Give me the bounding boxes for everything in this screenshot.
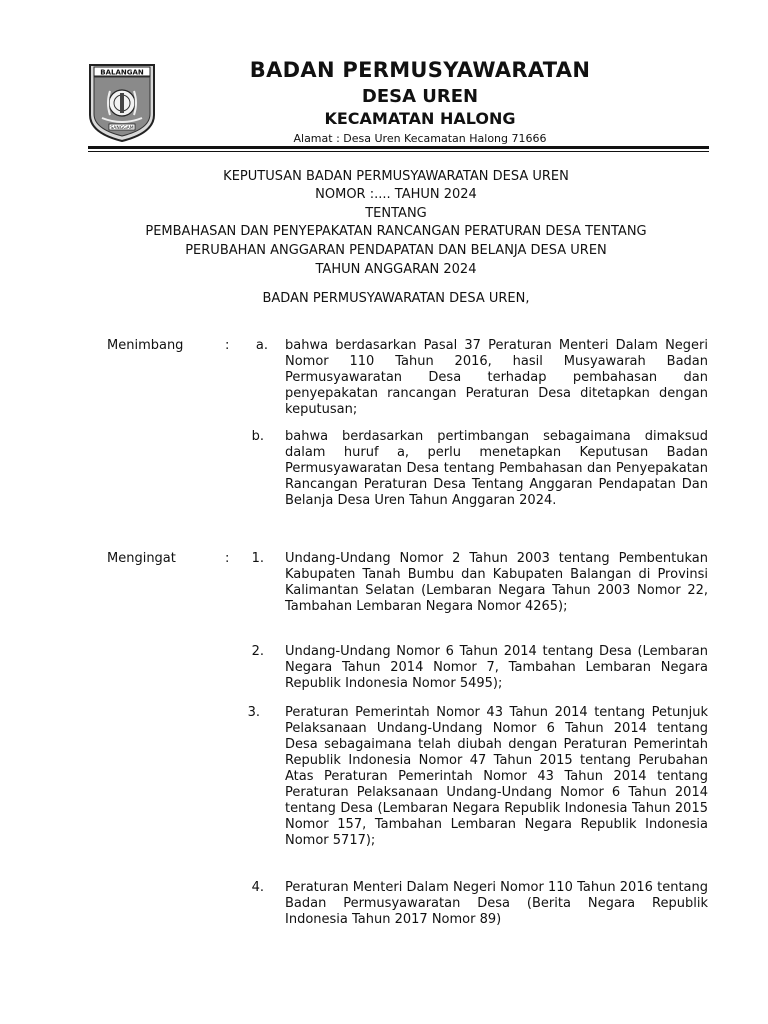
remembering-item-marker: 3. [247, 705, 260, 720]
remembering-item-text: Undang-Undang Nomor 2 Tahun 2003 tentang Pembentukan Kabupaten Tanah Bumbu dan Kabupaten Balangan di Provinsi Kalimantan Selatan (Lembaran Negara Tahun 2003 Nomor 22, Tambahan Lembaran Negara Nomor 4265); [285, 551, 708, 614]
considering-label: Menimbang [107, 338, 184, 353]
decree-about: TENTANG [365, 206, 427, 221]
remembering-item-text: Peraturan Menteri Dalam Negeri Nomor 110 Tahun 2016 tentang Badan Permusyawaratan Desa (Berita Negara Republik Indonesia Tahun 2017 Nomor 89) [285, 880, 708, 927]
decree-subject-line: PEMBAHASAN DAN PENYEPAKATAN RANCANGAN PERATURAN DESA TENTANG [145, 224, 647, 239]
considering-item-text: bahwa berdasarkan Pasal 37 Peraturan Menteri Dalam Negeri Nomor 110 Tahun 2016, hasil Musyawarah Badan Permusyawaratan Desa terhadap pembahasan dan penyepakatan rancangan Peraturan Desa ditetapkan dengan keputusan; [285, 338, 708, 417]
considering-item-marker: b. [251, 429, 264, 444]
considering-item-marker: a. [255, 338, 268, 353]
decree-heading: KEPUTUSAN BADAN PERMUSYAWARATAN DESA UREN [223, 169, 569, 184]
remembering-item-text: Undang-Undang Nomor 6 Tahun 2014 tentang Desa (Lembaran Negara Tahun 2014 Nomor 7, Tambahan Lembaran Negara Republik Indonesia Nomor 5495); [285, 644, 708, 691]
decree-subject-line: PERUBAHAN ANGGARAN PENDAPATAN DAN BELANJA DESA UREN [185, 243, 607, 258]
decree-issuer: BADAN PERMUSYAWARATAN DESA UREN, [262, 291, 530, 306]
letterhead-divider-thin [88, 151, 709, 152]
remembering-label: Mengingat [107, 551, 176, 566]
decree-subject-line: TAHUN ANGGARAN 2024 [315, 262, 477, 277]
logo-text: BALANGAN [100, 68, 144, 77]
logo-motto: SANGGAM [110, 126, 134, 131]
considering-item-text: bahwa berdasarkan pertimbangan sebagaimana dimaksud dalam huruf a, perlu menetapkan Keputusan Badan Permusyawaratan Desa tentang Pembahasan dan Penyepakatan Rancangan Peraturan Desa Tentang Anggaran Pendapatan Dan Belanja Desa Uren Tahun Anggaran 2024. [285, 429, 708, 508]
considering-colon: : [225, 338, 230, 353]
letterhead-village: DESA UREN [361, 86, 479, 107]
remembering-item-marker: 2. [251, 644, 264, 659]
letterhead-divider-thick [88, 146, 709, 149]
balangan-emblem-logo [88, 63, 156, 143]
letterhead-district: KECAMATAN HALONG [324, 109, 516, 128]
remembering-colon: : [225, 551, 230, 566]
letterhead-title: BADAN PERMUSYAWARATAN [249, 58, 591, 82]
letterhead-address: Alamat : Desa Uren Kecamatan Halong 71666 [293, 132, 547, 145]
remembering-item-marker: 1. [251, 551, 264, 566]
decree-number: NOMOR :.... TAHUN 2024 [315, 187, 477, 202]
remembering-item-text: Peraturan Pemerintah Nomor 43 Tahun 2014 tentang Petunjuk Pelaksanaan Undang-Undang Nomor 6 Tahun 2014 tentang Desa sebagaimana telah diubah dengan Peraturan Pemerintah Republik Indonesia Nomor 47 Tahun 2015 tentang Perubahan Atas Peraturan Pemerintah Nomor 43 Tahun 2014 tentang Peraturan Pelaksanaan Undang-Undang Nomor 6 Tahun 2014 tentang Desa (Lembaran Negara Republik Indonesia Tahun 2015 Nomor 157, Tambahan Lembaran Negara Republik Indonesia Nomor 5717); [285, 705, 708, 848]
remembering-item-marker: 4. [251, 880, 264, 895]
